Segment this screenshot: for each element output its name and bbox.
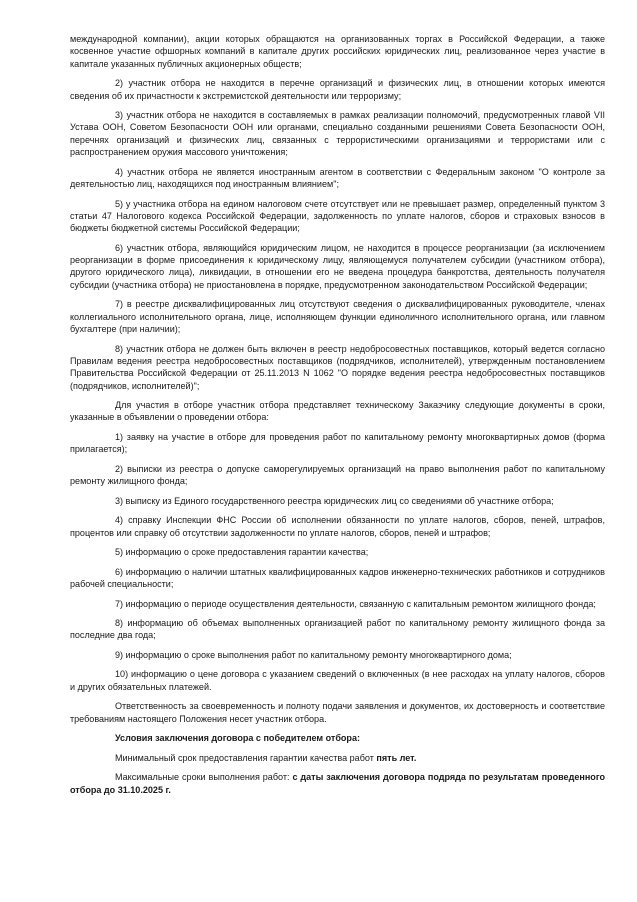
paragraph-documents-intro: Для участия в отборе участник отбора представляет техническому Заказчику следующие документы в сроки, указанные в объявлении о проведении отбора: (70, 400, 605, 423)
paragraph-document-9: 9) информацию о сроке выполнения работ по капитальному ремонту многоквартирного дома; (115, 649, 512, 660)
paragraph-requirement-7: 7) в реестре дисквалифицированных лиц отсутствуют сведения о дисквалифицированных руководителе, членах коллегиального исполнительного органа, лице, исполняющем функции единоличного исполнительного органа, или главном бухгалтере (при наличии); (70, 299, 605, 334)
paragraph-document-3: 3) выписку из Единого государственного реестра юридических лиц со сведениями об участнике отбора; (115, 495, 554, 506)
paragraph-requirement-2: 2) участник отбора не находится в перечне организаций и физических лиц, в отношении которых имеются сведения об их причастности к экстремистской деятельности или терроризму; (70, 78, 605, 101)
paragraph-document-2: 2) выписки из реестра о допуске саморегулируемых организаций на право выполнения работ по капитальному ремонту жилищного фонда; (70, 463, 605, 487)
paragraph-document-10: 10) информацию о цене договора с указанием сведений о включенных (в нее расходах на уплату налогов, сборов и других обязательных платежей. (70, 669, 605, 692)
paragraph-responsibility: Ответственность за своевременность и полноту подачи заявления и документов, их достоверность и соответствие требованиям настоящего Положения несет участник отбора. (70, 701, 605, 724)
paragraph-document-6: 6) информацию о наличии штатных квалифицированных кадров инженерно-технических работников и сотрудников рабочей специальности; (70, 566, 605, 589)
paragraph-document-4: 4) справку Инспекции ФНС России об исполнении обязанности по уплате налогов, сборов, пеней, штрафов, процентов или справку об отсутствии задолженности по уплате налогов, сборов, пеней и штрафов; (70, 515, 605, 538)
document-page (70, 33, 605, 796)
paragraph-document-1: 1) заявку на участие в отборе для проведения работ по капитальному ремонту многоквартирных домов (форма прилагается); (70, 431, 605, 455)
paragraph-requirement-5: 5) у участника отбора на едином налоговом счете отсутствует или не превышает размер, определенный пунктом 3 статьи 47 Налогового кодекса Российской Федерации, задолженность по уплате налогов, сборов и страховых взносов в бюджеты бюджетной системы Российской Федерации; (70, 198, 605, 234)
heading-contract-conditions: Условия заключения договора с победителем отбора: (115, 733, 361, 744)
paragraph-intro-continuation: международной компании), акции которых обращаются на организованных торгах в Российской Федерации, а также косвенное участие офшорных компаний в капитале других российских юридических лиц, реализованное через участие в капитале указанных публичных акционерных обществ; (70, 34, 605, 69)
paragraph-document-5: 5) информацию о сроке предоставления гарантии качества; (115, 547, 369, 558)
paragraph-requirement-6: 6) участник отбора, являющийся юридическим лицом, не находится в процессе реорганизации (за исключением реорганизации в форме присоединения к юридическому лицу, являющемуся получателем субсидии (участником отбора), другого юридического лица), ликвидации, в отношении его не введена процедура банкротства, деятельность получателя субсидии (участника отбора) не приостановлена в порядке, предусмотренном законодательством Российской Федерации; (70, 242, 605, 290)
paragraph-warranty-term: Минимальный срок предоставления гарантии качества работ пять лет. (115, 752, 417, 763)
paragraph-requirement-3: 3) участник отбора не находится в составляемых в рамках реализации полномочий, предусмотренных главой VII Устава ООН, Советом Безопасности ООН или органами, специально созданными решениями Совета Безопасности ООН, перечнях организаций и физических лиц, связанных с террористическими организациями и террористами или с распространением оружия массового уничтожения; (70, 110, 605, 158)
paragraph-document-7: 7) информацию о периоде осуществления деятельности, связанную с капитальным ремонтом жилищного фонда; (115, 598, 596, 609)
paragraph-max-deadlines: Максимальные сроки выполнения работ: с даты заключения договора подряда по результатам проведенного отбора до 31.10.2025 г. (70, 772, 605, 795)
paragraph-requirement-8: 8) участник отбора не должен быть включен в реестр недобросовестных поставщиков, который ведется согласно Правилам ведения реестра недобросовестных поставщиков (подрядчиков, исполнителей), утвержденным постановлением Правительства Российской Федерации от 25.11.2013 N 1062 "О порядке ведения реестра недобросовестных поставщиков (подрядчиков, исполнителей)"; (70, 343, 605, 391)
paragraph-document-8: 8) информацию об объемах выполненных организацией работ по капитальному ремонту жилищного фонда за последние два года; (70, 618, 605, 641)
paragraph-requirement-4: 4) участник отбора не является иностранным агентом в соответствии с Федеральным законом "О контроле за деятельностью лиц, находящихся под иностранным влиянием"; (70, 166, 605, 189)
